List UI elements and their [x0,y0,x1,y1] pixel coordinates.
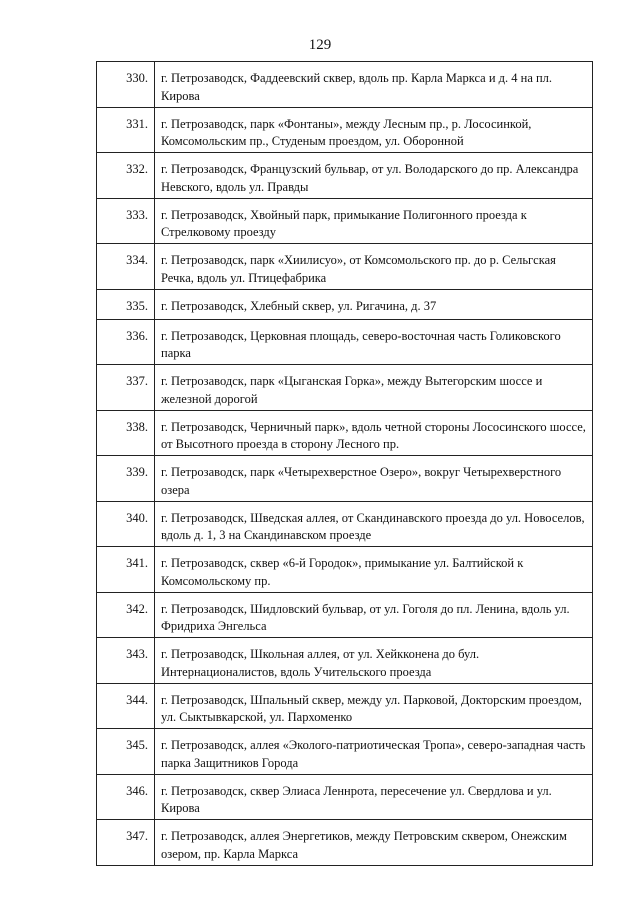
row-number: 338. [97,410,155,456]
row-description: г. Петрозаводск, сквер «6-й Городок», примыкание ул. Балтийской к Комсомольскому пр. [155,547,593,593]
row-description: г. Петрозаводск, Хлебный сквер, ул. Ригачина, д. 37 [155,289,593,319]
row-description: г. Петрозаводск, Шпальный сквер, между ул. Парковой, Докторским проездом, ул. Сыктывкарской, ул. Пархоменко [155,683,593,729]
table-row [97,319,593,365]
row-number: 330. [97,62,155,108]
row-description: г. Петрозаводск, Хвойный парк, примыкание Полигонного проезда к Стрелковому проезду [155,198,593,244]
row-number: 347. [97,820,155,866]
table-row [97,729,593,775]
row-number: 343. [97,638,155,684]
row-description: г. Петрозаводск, Фаддеевский сквер, вдоль пр. Карла Маркса и д. 4 на пл. Кирова [155,62,593,108]
row-description: г. Петрозаводск, Шидловский бульвар, от ул. Гоголя до пл. Ленина, вдоль ул. Фридриха Энгельса [155,592,593,638]
row-number: 332. [97,153,155,199]
table-row [97,501,593,547]
table-row [97,289,593,319]
row-description: г. Петрозаводск, парк «Четырехверстное Озеро», вокруг Четырехверстного озера [155,456,593,502]
row-description: г. Петрозаводск, Французский бульвар, от ул. Володарского до пр. Александра Невского, вдоль ул. Правды [155,153,593,199]
locations-table [96,61,593,866]
table-row [97,774,593,820]
row-description: г. Петрозаводск, Шведская аллея, от Скандинавского проезда до ул. Новоселов, вдоль д. 1, 3 на Скандинавском проезде [155,501,593,547]
row-description: г. Петрозаводск, парк «Фонтаны», между Лесным пр., р. Лососинкой, Комсомольским пр., Студеным проездом, ул. Оборонной [155,107,593,153]
table-row [97,365,593,411]
row-number: 342. [97,592,155,638]
row-description: г. Петрозаводск, парк «Хиилисуо», от Комсомольского пр. до р. Сельгская Речка, вдоль ул. Птицефабрика [155,244,593,290]
table-row [97,683,593,729]
row-number: 345. [97,729,155,775]
row-description: г. Петрозаводск, сквер Элиаса Леннрота, пересечение ул. Свердлова и ул. Кирова [155,774,593,820]
row-description: г. Петрозаводск, парк «Цыганская Горка», между Вытегорским шоссе и железной дорогой [155,365,593,411]
row-number: 331. [97,107,155,153]
row-number: 339. [97,456,155,502]
table-row [97,198,593,244]
row-description: г. Петрозаводск, Церковная площадь, северо-восточная часть Голиковского парка [155,319,593,365]
table-row [97,153,593,199]
table-row [97,547,593,593]
table-row [97,244,593,290]
table-row [97,107,593,153]
table-row [97,456,593,502]
row-description: г. Петрозаводск, Школьная аллея, от ул. Хейкконена до бул. Интернационалистов, вдоль Учительского проезда [155,638,593,684]
row-description: г. Петрозаводск, Черничный парк», вдоль четной стороны Лососинского шоссе, от Высотного проезда в сторону Лесного пр. [155,410,593,456]
table-row [97,638,593,684]
table-row [97,62,593,108]
row-description: г. Петрозаводск, аллея «Эколого-патриотическая Тропа», северо-западная часть парка Защитников Города [155,729,593,775]
page-number: 129 [308,37,332,53]
row-number: 346. [97,774,155,820]
row-number: 344. [97,683,155,729]
table-row [97,410,593,456]
row-number: 340. [97,501,155,547]
row-description: г. Петрозаводск, аллея Энергетиков, между Петровским сквером, Онежским озером, пр. Карла Маркса [155,820,593,866]
row-number: 341. [97,547,155,593]
row-number: 337. [97,365,155,411]
row-number: 335. [97,289,155,319]
row-number: 333. [97,198,155,244]
table-row [97,592,593,638]
table-row [97,820,593,866]
row-number: 334. [97,244,155,290]
row-number: 336. [97,319,155,365]
